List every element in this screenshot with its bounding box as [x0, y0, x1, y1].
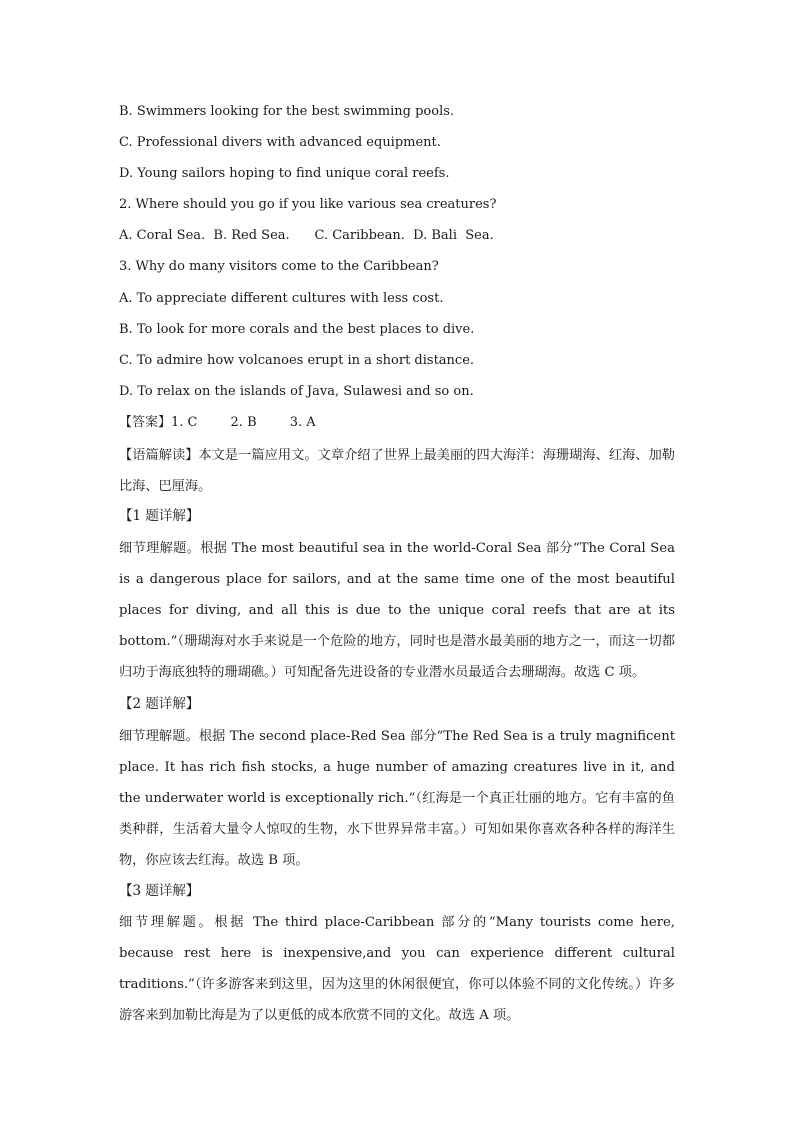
q3-detail-body: 细节理解题。根据 The third place-Caribbean 部分的“Many tourists come here, because rest here is inexpensive,and you can experience different cultural traditions.”（许多游客来到这里，因为这里的休闲很便宜，你可以体验不同的文化传统。）许多游客来到加勒比海是为了以更低的成本欣赏不同的文化。故选 A 项。 — [119, 915, 675, 1023]
q1-option-b: B. Swimmers looking for the best swimming pools. — [119, 104, 455, 119]
q2-question: 2. Where should you go if you like various sea creatures? — [119, 197, 497, 212]
passage-analysis: 【语篇解读】本文是一篇应用文。文章介绍了世界上最美丽的四大海洋：海珊瑚海、红海、加勒比海、巴厘海。 — [119, 448, 675, 494]
q3-option-c: C. To admire how volcanoes erupt in a short distance. — [119, 353, 475, 368]
q2-detail-heading: 【2 题详解】 — [119, 696, 200, 712]
q3-detail-heading: 【3 题详解】 — [119, 883, 200, 899]
q3-option-a: A. To appreciate different cultures with less cost. — [119, 291, 444, 306]
answer-line: 【答案】1. C 2. B 3. A — [119, 415, 316, 430]
q1-detail-body: 细节理解题。根据 The most beautiful sea in the world-Coral Sea 部分“The Coral Sea is a dangerous place for sailors, and at the same time one of the most beautiful places for diving, and all this is due to the unique coral reefs that are at its bottom.”（珊瑚海对水手来说是一个危险的地方，同时也是潜水最美丽的地方之一，而这一切都归功于海底独特的珊瑚礁。）可知配备先进设备的专业潜水员最适合去珊瑚海。故选 C 项。 — [119, 541, 675, 680]
q1-option-d: D. Young sailors hoping to find unique coral reefs. — [119, 166, 450, 181]
q2-detail-body: 细节理解题。根据 The second place-Red Sea 部分“The Red Sea is a truly magnificent place. It has rich fish stocks, a huge number of amazing creatures live in it, and the underwater world is exceptionally rich.”（红海是一个真正壮丽的地方。它有丰富的鱼类种群，生活着大量令人惊叹的生物，水下世界异常丰富。）可知如果你喜欢各种各样的海洋生物，你应该去红海。故选 B 项。 — [119, 729, 675, 868]
q3-option-b: B. To look for more corals and the best places to dive. — [119, 322, 475, 337]
q1-option-c: C. Professional divers with advanced equipment. — [119, 135, 441, 150]
q2-options: A. Coral Sea. B. Red Sea. C. Caribbean. D. Bali Sea. — [119, 228, 494, 243]
q1-detail-heading: 【1 题详解】 — [119, 508, 200, 524]
q3-option-d: D. To relax on the islands of Java, Sulawesi and so on. — [119, 384, 474, 399]
q3-question: 3. Why do many visitors come to the Caribbean? — [119, 259, 439, 274]
